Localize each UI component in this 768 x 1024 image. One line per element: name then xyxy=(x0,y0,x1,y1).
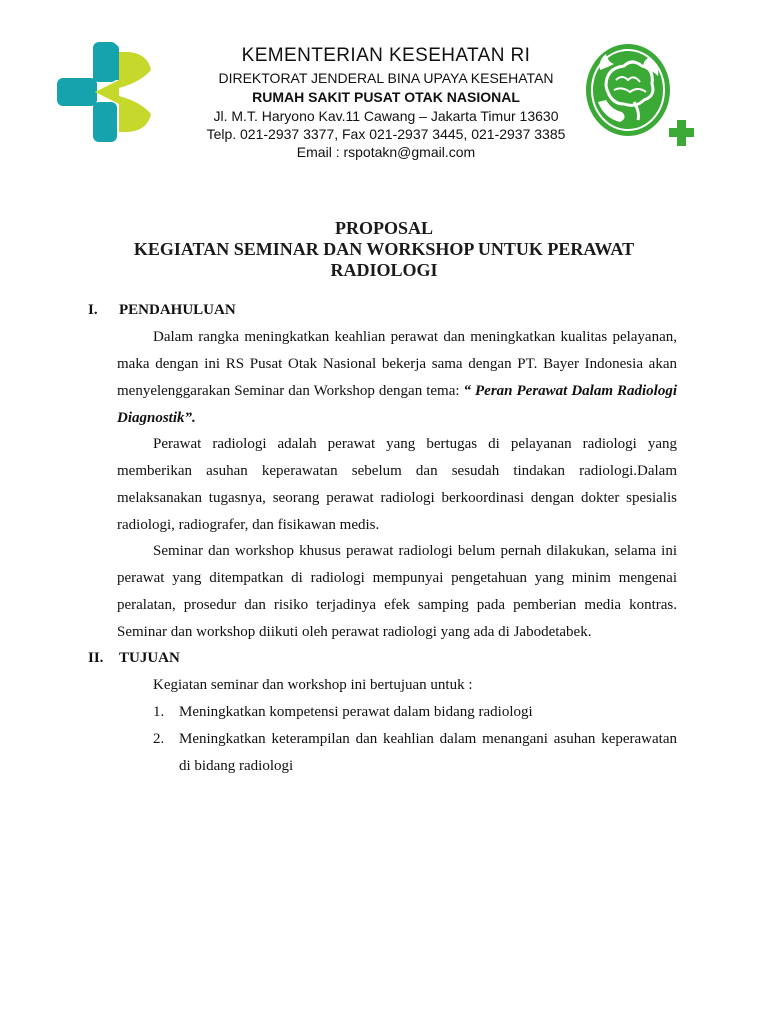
ministry-name: KEMENTERIAN KESEHATAN RI xyxy=(241,45,531,66)
objective-item xyxy=(153,726,677,780)
definition-paragraph: Perawat radiologi adalah perawat yang bertugas di pelayanan radiologi yang memberikan asuhan keperawatan sebelum dan sesudah tindakan radiologi.Dalam melaksanakan tugasnya, seorang perawat radiologi berkoordinasi dengan dokter spesialis radiologi, radiografer, dan fisikawan medis. xyxy=(117,436,677,533)
background-paragraph: Seminar dan workshop khusus perawat radiologi belum pernah dilakukan, selama ini perawat yang ditempatkan di radiologi mempunyai pengetahuan yang minim mengenai peralatan, prosedur dan risiko terjadinya efek samping pada pemberian media kontras. Seminar dan workshop diikuti oleh perawat radiologi yang ada di Jabodetabek. xyxy=(117,543,677,640)
section-1-number: I. xyxy=(88,302,98,318)
objectives-intro: Kegiatan seminar dan workshop ini bertujuan untuk : xyxy=(153,677,473,693)
section-2-heading: TUJUAN xyxy=(119,650,180,666)
ministry-health-logo-icon xyxy=(55,40,155,144)
proposal-title xyxy=(100,218,668,281)
seminar-theme: “ Peran Perawat Dalam Radiologi Diagnostik”. xyxy=(117,383,677,426)
objective-text: Meningkatkan keterampilan dan keahlian dalam menangani asuhan keperawatan di bidang radiologi xyxy=(179,731,677,774)
title-line-3: RADIOLOGI xyxy=(330,260,438,280)
hospital-phone: Telp. 021-2937 3377, Fax 021-2937 3445, 021-2937 3385 xyxy=(206,126,566,142)
title-line-2: KEGIATAN SEMINAR DAN WORKSHOP UNTUK PERAWAT xyxy=(133,239,635,259)
section-1-heading: PENDAHULUAN xyxy=(119,302,236,318)
intro-paragraph-text: Dalam rangka meningkatkan keahlian perawat dan meningkatkan kualitas pelayanan, maka dengan ini RS Pusat Otak Nasional bekerja sama dengan PT. Bayer Indonesia akan menyelenggarakan Seminar dan Workshop dengan tema: xyxy=(117,329,677,399)
section-2-number: II. xyxy=(88,650,104,666)
hospital-name: RUMAH SAKIT PUSAT OTAK NASIONAL xyxy=(252,89,520,105)
intro-paragraph xyxy=(117,324,677,432)
objective-number: 2. xyxy=(153,731,165,747)
letterhead xyxy=(180,44,592,161)
hospital-address: Jl. M.T. Haryono Kav.11 Cawang – Jakarta Timur 13630 xyxy=(213,108,559,124)
title-line-1: PROPOSAL xyxy=(334,218,433,238)
objective-text: Meningkatkan kompetensi perawat dalam bidang radiologi xyxy=(179,704,533,720)
hospital-email: Email : rspotakn@gmail.com xyxy=(296,144,476,160)
brain-hands-logo-icon xyxy=(586,40,702,148)
objective-item xyxy=(153,699,677,726)
directorate-name: DIREKTORAT JENDERAL BINA UPAYA KESEHATAN xyxy=(218,70,554,86)
objective-number: 1. xyxy=(153,704,165,720)
